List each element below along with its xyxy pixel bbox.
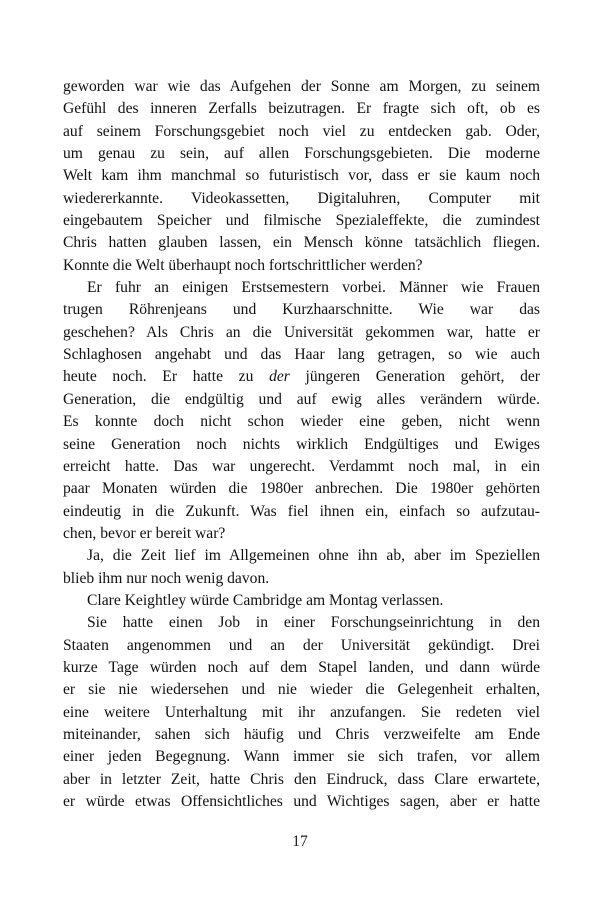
- text-line: Clare Keightley würde Cambridge am Montag verlassen.: [87, 591, 444, 609]
- text-line: kurze Tage würden noch auf dem Stapel landen, und dann würde: [63, 658, 540, 676]
- text-line: trugen Röhrenjeans und Kurzhaarschnitte. Wie war das: [63, 301, 540, 319]
- text-line: Konnte die Welt überhaupt noch fortschrittlicher werden?: [63, 256, 423, 274]
- text-line: Welt kam ihm manchmal so futuristisch vor, dass er sie kaum noch: [63, 167, 540, 185]
- page-text: [63, 76, 540, 813]
- text-line: Generation, die endgültig und auf ewig alles verändern würde.: [63, 390, 540, 408]
- paragraph: [63, 545, 540, 590]
- text-line: Gefühl des inneren Zerfalls beizutragen. Er fragte sich oft, ob es: [63, 100, 540, 118]
- text-line: eine weitere Unterhaltung mit ihr anzufangen. Sie redeten viel: [63, 703, 540, 721]
- text-line: auf seinem Forschungsgebiet noch viel zu entdecken gab. Oder,: [63, 122, 540, 140]
- text-line: Sie hatte einen Job in einer Forschungseinrichtung in den: [87, 614, 540, 632]
- text-line: miteinander, sahen sich häufig und Chris verzweifelte am Ende: [63, 725, 540, 743]
- text-line: er würde etwas Offensichtliches und Wichtiges sagen, aber er hatte: [63, 793, 540, 810]
- text-line: eingebautem Speicher und filmische Spezialeffekte, die zumindest: [63, 212, 540, 230]
- text-line: chen, bevor er bereit war?: [63, 524, 226, 542]
- text-line: wiedererkannte. Videokassetten, Digitaluhren, Computer mit: [63, 189, 540, 207]
- text-line: er sie nie wiedersehen und nie wieder die Gelegenheit erhalten,: [63, 681, 540, 699]
- text-line: aber in letzter Zeit, hatte Chris den Eindruck, dass Clare erwartete,: [63, 770, 540, 788]
- text-line: Er fuhr an einigen Erstsemestern vorbei. Männer wie Frauen: [87, 279, 540, 297]
- text-line: um genau zu sein, auf allen Forschungsgebieten. Die moderne: [63, 145, 540, 163]
- text-line: Staaten angenommen und an der Universität gekündigt. Drei: [63, 636, 540, 654]
- text-line: geworden war wie das Aufgehen der Sonne am Morgen, zu seinem: [63, 78, 540, 95]
- page-number: 17: [292, 833, 308, 850]
- text-line: heute noch. Er hatte zu der jüngeren Generation gehört, der: [63, 368, 540, 386]
- text-line: blieb ihm nur noch wenig davon.: [63, 569, 270, 587]
- paragraph: [63, 590, 540, 612]
- paragraph: [63, 76, 540, 277]
- text-line: Es konnte doch nicht schon wieder eine geben, nicht wenn: [63, 413, 540, 431]
- text-line: Chris hatten glauben lassen, ein Mensch könne tatsächlich fliegen.: [63, 234, 540, 252]
- text-line: einer jeden Begegnung. Wann immer sie sich trafen, vor allem: [63, 748, 540, 766]
- text-line: eindeutig in die Zukunft. Was fiel ihnen ein, einfach so aufzutau-: [63, 502, 540, 520]
- text-line: seine Generation noch nichts wirklich Endgültiges und Ewiges: [63, 435, 540, 453]
- paragraph: [63, 612, 540, 813]
- paragraph: [63, 277, 540, 545]
- text-line: geschehen? Als Chris an die Universität gekommen war, hatte er: [63, 323, 540, 341]
- text-line: Schlaghosen angehabt und das Haar lang getragen, so wie auch: [63, 346, 540, 364]
- text-line: erreicht hatte. Das war ungerecht. Verdammt noch mal, in ein: [63, 457, 540, 475]
- text-line: Ja, die Zeit lief im Allgemeinen ohne ihn ab, aber im Speziellen: [87, 547, 540, 565]
- text-line: paar Monaten würden die 1980er anbrechen. Die 1980er gehörten: [63, 480, 540, 498]
